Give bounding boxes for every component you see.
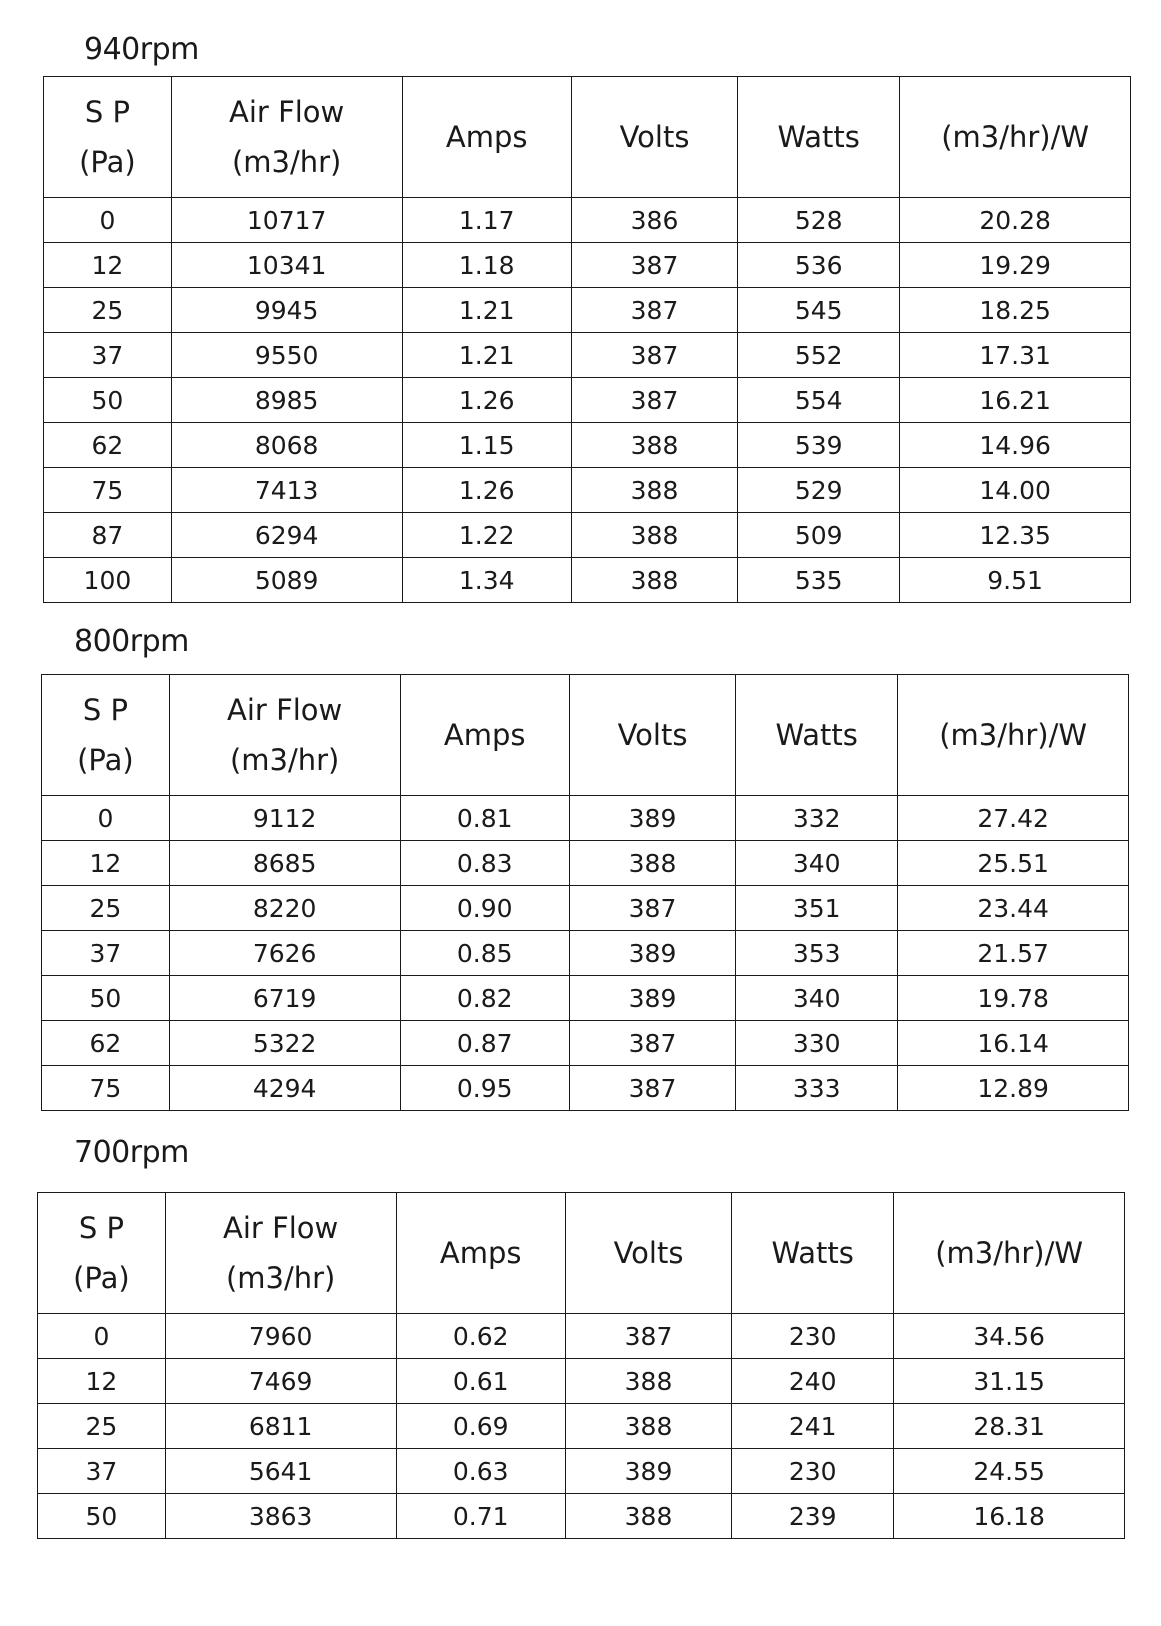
cell-efficiency: 19.29 — [900, 243, 1131, 288]
cell-airflow: 8985 — [171, 378, 402, 423]
cell-efficiency: 14.96 — [900, 423, 1131, 468]
cell-volts: 388 — [571, 558, 737, 603]
cell-efficiency: 21.57 — [898, 931, 1129, 976]
cell-volts: 387 — [571, 378, 737, 423]
header-amps: Amps — [400, 675, 569, 796]
cell-airflow: 8068 — [171, 423, 402, 468]
cell-airflow: 10717 — [171, 198, 402, 243]
cell-sp: 25 — [38, 1404, 166, 1449]
cell-volts: 389 — [565, 1449, 731, 1494]
header-efficiency: (m3/hr)/W — [894, 1193, 1125, 1314]
cell-airflow: 10341 — [171, 243, 402, 288]
cell-airflow: 3863 — [165, 1494, 396, 1539]
cell-amps: 1.21 — [402, 288, 571, 333]
table-header-row — [44, 77, 1131, 198]
cell-volts: 387 — [571, 333, 737, 378]
cell-watts: 230 — [732, 1314, 894, 1359]
cell-watts: 332 — [736, 796, 898, 841]
table-row — [42, 1066, 1129, 1111]
header-efficiency: (m3/hr)/W — [900, 77, 1131, 198]
cell-amps: 0.95 — [400, 1066, 569, 1111]
cell-amps: 1.18 — [402, 243, 571, 288]
cell-efficiency: 17.31 — [900, 333, 1131, 378]
cell-amps: 0.87 — [400, 1021, 569, 1066]
header-watts: Watts — [732, 1193, 894, 1314]
cell-volts: 386 — [571, 198, 737, 243]
cell-watts: 552 — [738, 333, 900, 378]
header-airflow: Air Flow (m3/hr) — [171, 77, 402, 198]
cell-amps: 0.71 — [396, 1494, 565, 1539]
cell-watts: 351 — [736, 886, 898, 931]
cell-sp: 0 — [42, 796, 170, 841]
table-row — [42, 931, 1129, 976]
header-watts: Watts — [738, 77, 900, 198]
section-title: 940rpm — [84, 32, 199, 67]
cell-watts: 509 — [738, 513, 900, 558]
header-sp: S P (Pa) — [42, 675, 170, 796]
cell-sp: 0 — [44, 198, 172, 243]
cell-efficiency: 27.42 — [898, 796, 1129, 841]
table-row — [42, 1021, 1129, 1066]
cell-volts: 387 — [571, 288, 737, 333]
cell-sp: 62 — [42, 1021, 170, 1066]
table-row — [38, 1314, 1125, 1359]
table-row — [42, 796, 1129, 841]
cell-volts: 388 — [571, 423, 737, 468]
cell-efficiency: 31.15 — [894, 1359, 1125, 1404]
cell-volts: 387 — [571, 243, 737, 288]
cell-watts: 539 — [738, 423, 900, 468]
header-watts: Watts — [736, 675, 898, 796]
cell-airflow: 5322 — [169, 1021, 400, 1066]
cell-watts: 340 — [736, 976, 898, 1021]
cell-volts: 388 — [569, 841, 735, 886]
cell-volts: 388 — [571, 468, 737, 513]
cell-amps: 1.15 — [402, 423, 571, 468]
table-row — [42, 976, 1129, 1021]
cell-sp: 12 — [44, 243, 172, 288]
cell-amps: 0.61 — [396, 1359, 565, 1404]
cell-sp: 100 — [44, 558, 172, 603]
cell-amps: 0.63 — [396, 1449, 565, 1494]
section-title: 700rpm — [74, 1135, 189, 1170]
cell-volts: 387 — [569, 886, 735, 931]
cell-airflow: 5641 — [165, 1449, 396, 1494]
cell-sp: 75 — [42, 1066, 170, 1111]
table-header-row — [42, 675, 1129, 796]
cell-volts: 389 — [569, 931, 735, 976]
header-sp: S P (Pa) — [44, 77, 172, 198]
cell-efficiency: 20.28 — [900, 198, 1131, 243]
cell-amps: 1.21 — [402, 333, 571, 378]
cell-sp: 37 — [44, 333, 172, 378]
header-efficiency: (m3/hr)/W — [898, 675, 1129, 796]
header-volts: Volts — [571, 77, 737, 198]
cell-efficiency: 19.78 — [898, 976, 1129, 1021]
cell-sp: 50 — [38, 1494, 166, 1539]
cell-watts: 340 — [736, 841, 898, 886]
header-amps: Amps — [396, 1193, 565, 1314]
table-row — [44, 513, 1131, 558]
cell-efficiency: 28.31 — [894, 1404, 1125, 1449]
cell-amps: 1.26 — [402, 468, 571, 513]
cell-airflow: 6811 — [165, 1404, 396, 1449]
cell-efficiency: 24.55 — [894, 1449, 1125, 1494]
cell-amps: 0.83 — [400, 841, 569, 886]
cell-airflow: 7469 — [165, 1359, 396, 1404]
cell-sp: 12 — [42, 841, 170, 886]
cell-airflow: 8220 — [169, 886, 400, 931]
cell-efficiency: 14.00 — [900, 468, 1131, 513]
table-row — [44, 243, 1131, 288]
table-row — [44, 468, 1131, 513]
cell-airflow: 7626 — [169, 931, 400, 976]
cell-watts: 536 — [738, 243, 900, 288]
cell-amps: 0.62 — [396, 1314, 565, 1359]
cell-amps: 1.34 — [402, 558, 571, 603]
cell-sp: 87 — [44, 513, 172, 558]
table-row — [44, 378, 1131, 423]
header-amps: Amps — [402, 77, 571, 198]
header-volts: Volts — [565, 1193, 731, 1314]
cell-efficiency: 12.89 — [898, 1066, 1129, 1111]
header-sp: S P (Pa) — [38, 1193, 166, 1314]
cell-volts: 388 — [565, 1404, 731, 1449]
cell-efficiency: 23.44 — [898, 886, 1129, 931]
cell-watts: 528 — [738, 198, 900, 243]
table-row — [38, 1359, 1125, 1404]
section-title: 800rpm — [74, 624, 189, 659]
cell-amps: 0.85 — [400, 931, 569, 976]
table-row — [38, 1449, 1125, 1494]
cell-sp: 25 — [42, 886, 170, 931]
table-row — [42, 886, 1129, 931]
cell-watts: 529 — [738, 468, 900, 513]
header-volts: Volts — [569, 675, 735, 796]
header-airflow: Air Flow (m3/hr) — [169, 675, 400, 796]
table-row — [44, 423, 1131, 468]
cell-watts: 241 — [732, 1404, 894, 1449]
cell-airflow: 6294 — [171, 513, 402, 558]
cell-watts: 330 — [736, 1021, 898, 1066]
cell-airflow: 4294 — [169, 1066, 400, 1111]
header-airflow: Air Flow (m3/hr) — [165, 1193, 396, 1314]
cell-volts: 388 — [571, 513, 737, 558]
cell-airflow: 6719 — [169, 976, 400, 1021]
cell-efficiency: 9.51 — [900, 558, 1131, 603]
cell-sp: 37 — [38, 1449, 166, 1494]
cell-efficiency: 16.14 — [898, 1021, 1129, 1066]
cell-watts: 240 — [732, 1359, 894, 1404]
table-header-row — [38, 1193, 1125, 1314]
cell-watts: 535 — [738, 558, 900, 603]
cell-volts: 389 — [569, 796, 735, 841]
cell-sp: 25 — [44, 288, 172, 333]
cell-amps: 1.22 — [402, 513, 571, 558]
cell-airflow: 5089 — [171, 558, 402, 603]
cell-efficiency: 16.21 — [900, 378, 1131, 423]
cell-volts: 388 — [565, 1359, 731, 1404]
cell-watts: 333 — [736, 1066, 898, 1111]
cell-sp: 50 — [44, 378, 172, 423]
table-row — [38, 1494, 1125, 1539]
cell-airflow: 8685 — [169, 841, 400, 886]
cell-sp: 50 — [42, 976, 170, 1021]
cell-efficiency: 12.35 — [900, 513, 1131, 558]
performance-table-800rpm — [41, 674, 1129, 1111]
cell-sp: 12 — [38, 1359, 166, 1404]
cell-sp: 75 — [44, 468, 172, 513]
cell-airflow: 7413 — [171, 468, 402, 513]
cell-watts: 239 — [732, 1494, 894, 1539]
cell-amps: 0.69 — [396, 1404, 565, 1449]
table-row — [42, 841, 1129, 886]
cell-watts: 230 — [732, 1449, 894, 1494]
cell-amps: 0.90 — [400, 886, 569, 931]
cell-airflow: 9112 — [169, 796, 400, 841]
cell-efficiency: 34.56 — [894, 1314, 1125, 1359]
cell-volts: 387 — [569, 1066, 735, 1111]
cell-sp: 62 — [44, 423, 172, 468]
cell-volts: 388 — [565, 1494, 731, 1539]
cell-watts: 545 — [738, 288, 900, 333]
cell-volts: 387 — [569, 1021, 735, 1066]
performance-table-700rpm — [37, 1192, 1125, 1539]
cell-efficiency: 16.18 — [894, 1494, 1125, 1539]
cell-efficiency: 25.51 — [898, 841, 1129, 886]
table-row — [44, 333, 1131, 378]
cell-amps: 1.26 — [402, 378, 571, 423]
cell-watts: 554 — [738, 378, 900, 423]
performance-table-940rpm — [43, 76, 1131, 603]
cell-efficiency: 18.25 — [900, 288, 1131, 333]
table-row — [44, 558, 1131, 603]
cell-sp: 37 — [42, 931, 170, 976]
cell-amps: 1.17 — [402, 198, 571, 243]
table-row — [44, 288, 1131, 333]
cell-airflow: 9550 — [171, 333, 402, 378]
cell-volts: 387 — [565, 1314, 731, 1359]
cell-airflow: 9945 — [171, 288, 402, 333]
cell-amps: 0.82 — [400, 976, 569, 1021]
table-row — [38, 1404, 1125, 1449]
table-row — [44, 198, 1131, 243]
cell-airflow: 7960 — [165, 1314, 396, 1359]
cell-volts: 389 — [569, 976, 735, 1021]
cell-watts: 353 — [736, 931, 898, 976]
cell-amps: 0.81 — [400, 796, 569, 841]
cell-sp: 0 — [38, 1314, 166, 1359]
